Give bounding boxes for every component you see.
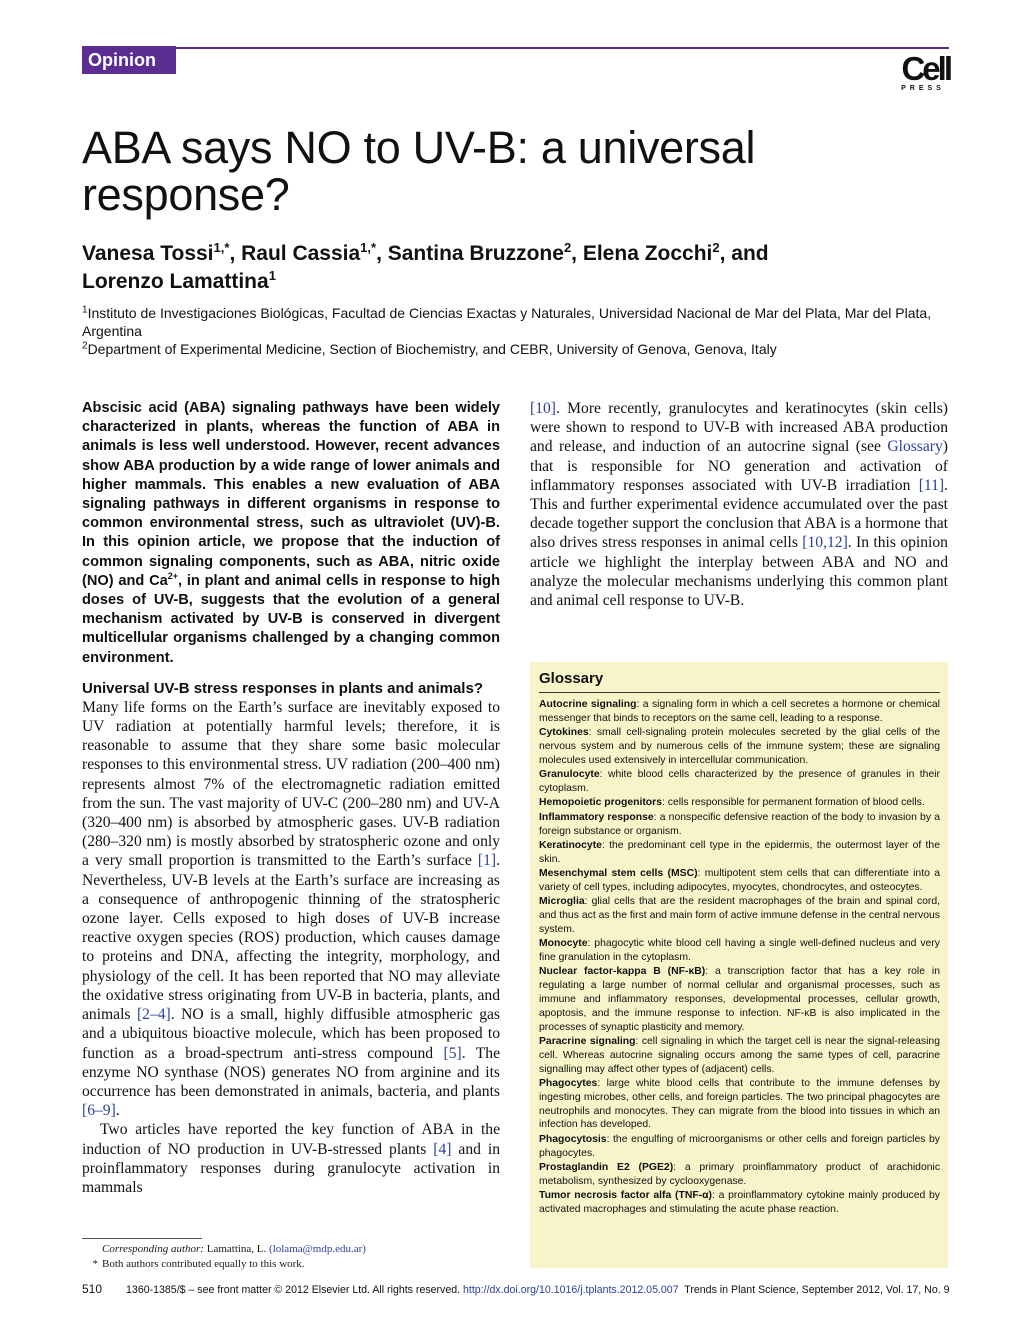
glossary-definition: : large white blood cells that contribute to the immune defenses by ingesting microbes, other cells, and foreign particles. The two principal phagocytes are neutrophils and monocytes. They can migrate from the blood into tissues in which an infection has developed. [539, 1078, 940, 1131]
glossary-term: Mesenchymal stem cells (MSC) [539, 868, 698, 880]
glossary-entry [539, 1133, 940, 1161]
reference-link[interactable]: [10] [530, 400, 556, 417]
author-name[interactable]: Santina Bruzzone [387, 242, 564, 265]
glossary-entry [539, 768, 940, 796]
author-affiliation-mark: 1 [268, 268, 276, 283]
glossary-entry [539, 1077, 940, 1132]
author-affiliation-mark: 1,* [213, 240, 230, 255]
glossary-definition: : a signaling form in which a cell secretes a hormone or chemical messenger that binds to receptors on the same cell, leading to a response. [539, 699, 940, 724]
glossary-term: Nuclear factor-kappa B (NF-κB) [539, 966, 706, 978]
corresponding-author-note [82, 1242, 500, 1257]
author-separator: , [376, 242, 388, 265]
glossary-term: Hemopoietic progenitors [539, 797, 662, 809]
glossary-definition: : cell signaling in which the target cell is near the signal-releasing cell. Whereas autocrine signaling occurs among the same types of cell, paracrine signalling may affect other types of (adjacent) cells. [539, 1036, 940, 1075]
glossary-term: Keratinocyte [539, 839, 602, 851]
author-name[interactable]: Lorenzo Lamattina [82, 270, 269, 293]
affiliation-list [82, 304, 952, 358]
affiliation-number: 2 [82, 340, 88, 352]
body-paragraph [82, 1120, 500, 1197]
reference-link[interactable]: [4] [433, 1140, 452, 1158]
reference-link[interactable]: [6–9] [82, 1102, 116, 1120]
reference-link[interactable]: [11] [918, 476, 945, 494]
section-label: Opinion [82, 46, 176, 74]
glossary-box [530, 662, 948, 1268]
affiliation [82, 340, 952, 358]
glossary-term: Cytokines [539, 727, 589, 739]
glossary-entry [539, 965, 940, 1034]
footnote-rule [82, 1238, 202, 1239]
author-affiliation-mark: 2 [563, 240, 572, 255]
affiliation-number: 1 [82, 304, 88, 316]
author-affiliation-mark: 1,* [360, 240, 377, 255]
body-text: . [115, 1102, 120, 1120]
glossary-definition: : small cell-signaling protein molecules secreted by the glial cells of the nervous system and by numerous cells of the immune system; these are signaling molecules used extensively in intercellular communication. [539, 727, 940, 766]
reference-link[interactable]: [1] [477, 852, 497, 870]
right-column [530, 399, 948, 610]
glossary-entry [539, 811, 940, 839]
glossary-term: Inflammatory response [539, 811, 654, 823]
corresponding-name: Lamattina, L. [203, 1243, 270, 1255]
abstract-text: , in plant and animal cells in response to high doses of UV-B, suggests that the evolution of a general mechanism activated by UV-B is conserved in divergent multicellular organisms challenged by a changing common environment. [82, 572, 500, 666]
body-text: ) that is responsible for NO generation and activation of inflammatory responses associated with UV-B irradiation [530, 438, 948, 494]
affiliation-text: Instituto de Investigaciones Biológicas, Facultad de Ciencias Exactas y Naturales, Universidad Nacional de Mar del Plata, Mar del Plata, Argentina [82, 305, 932, 339]
glossary-entry [539, 1161, 940, 1189]
issn-text: 1360-1385/$ – see front matter © 2012 Elsevier Ltd. All rights reserved. [126, 1284, 464, 1296]
body-paragraph-continued [530, 399, 948, 610]
author-separator: , [229, 242, 242, 265]
glossary-title: Glossary [539, 670, 604, 687]
glossary-entry [539, 698, 940, 726]
footnotes [82, 1242, 500, 1272]
glossary-term: Autocrine signaling [539, 699, 637, 710]
logo-text: Cell [901, 50, 950, 87]
glossary-term: Microglia [539, 896, 585, 908]
equal-contribution-note [82, 1257, 500, 1272]
glossary-term: Granulocyte [539, 769, 600, 781]
glossary-term: Tumor necrosis factor alfa (TNF-α) [539, 1190, 712, 1202]
author-separator: , and [719, 242, 769, 265]
glossary-definition: : phagocytic white blood cell having a single well-defined nucleus and very fine granulation in the cytoplasm. [539, 938, 940, 964]
author-separator: , [571, 242, 583, 265]
author-name[interactable]: Raul Cassia [241, 242, 361, 265]
corresponding-label: Corresponding author: [102, 1243, 204, 1255]
cell-press-logo [892, 50, 950, 94]
header-rule [176, 47, 949, 49]
glossary-entry [539, 726, 940, 767]
glossary-definition: : white blood cells characterized by the presence of granules in their cytoplasm. [539, 769, 940, 794]
glossary-definition: : the engulfing of microorganisms or other cells and foreign particles by phagocytes. [539, 1133, 940, 1159]
body-text: . In this opinion article we highlight the interplay between ABA and NO and analyze the molecular mechanisms underlying this common plant and animal cell response to UV-B. [530, 534, 948, 610]
glossary-link[interactable]: Glossary [887, 438, 943, 456]
glossary-entry [539, 1035, 940, 1076]
page-number: 510 [82, 1282, 103, 1296]
glossary-entry [539, 1189, 940, 1217]
body-text: . The enzyme NO synthase (NOS) generates NO from arginine and its occurrence has been demonstrated in animals, bacteria, and plants [82, 1044, 500, 1100]
body-text: and in proinflammatory responses during granulocyte activation in mammals [82, 1140, 500, 1196]
abstract [82, 399, 500, 668]
author-name[interactable]: Elena Zocchi [582, 242, 713, 265]
glossary-definition: : a proinflammatory cytokine mainly produced by activated macrophages and stimulating the acute phase reaction. [539, 1190, 941, 1215]
author-affiliation-mark: 2 [712, 240, 720, 255]
body-text: . This and further experimental evidence accumulated over the past decade together support the conclusion that ABA is a hormone that also drives stress responses in animal cells [530, 476, 948, 552]
body-text: . Nevertheless, UV-B levels at the Earth’s surface are increasing as a consequence of anthropogenic thinning of the stratospheric ozone layer. Cells exposed to high doses of UV-B increase reactive oxygen species (ROS) production, which causes damage to proteins and DNA, affecting the integrity, morphology, and physiology of the cell. It has been reported that NO may alleviate the oxidative stress originating from UV-B in bacteria, plants, and animals [82, 852, 500, 1024]
corresponding-email-link[interactable]: (lolama@mdp.edu.ar) [269, 1243, 366, 1255]
left-column [82, 399, 500, 1197]
glossary-definition: : a primary proinflammatory product of arachidonic metabolism, synthesized by cyclooxygenase. [539, 1162, 941, 1187]
glossary-definition: : a transcription factor that has a key role in regulating a large number of normal cellular and organismal processes, such as immune and inflammatory responses, developmental processes, cellular growth, apoptosis, and the immune response to infection. NF-κB is also implicated in the processes of synaptic plasticity and memory. [539, 966, 940, 1033]
section-heading: Universal UV-B stress responses in plants and animals? [82, 679, 483, 697]
glossary-entry [539, 895, 940, 936]
equal-contribution-text: Both authors contributed equally to this work. [102, 1258, 305, 1270]
reference-link[interactable]: [2–4] [136, 1006, 171, 1024]
glossary-definition: : the predominant cell type in the epidermis, the outermost layer of the skin. [539, 839, 940, 865]
body-paragraph [82, 698, 500, 1120]
glossary-definition: : cells responsible for permanent formation of blood cells. [661, 797, 925, 809]
affiliation [82, 304, 952, 340]
glossary-entry [539, 867, 940, 895]
body-text: . NO is a small, highly diffusible atmospheric gas and a ubiquitous bioactive molecule, which has been proposed to function as a broad-spectrum anti-stress compound [82, 1006, 500, 1062]
glossary-entries [539, 698, 940, 1217]
glossary-term: Prostaglandin E2 (PGE2) [539, 1162, 674, 1174]
glossary-entry [539, 937, 940, 965]
glossary-definition: : multipotent stem cells that can differentiate into a variety of cell types, including adipocytes, myocytes, chondrocytes, and osteocytes. [539, 868, 940, 893]
body-text: Two articles have reported the key function of ABA in the induction of NO production in UV-B-stressed plants [82, 1121, 500, 1158]
glossary-entry [539, 796, 940, 810]
glossary-definition: : a nonspecific defensive reaction of the body to invasion by a foreign substance or organism. [539, 811, 940, 837]
glossary-term: Phagocytosis [539, 1133, 607, 1145]
author-name[interactable]: Vanesa Tossi [82, 242, 214, 265]
doi-link[interactable]: http://dx.doi.org/10.1016/j.tplants.2012.05.007 [463, 1284, 679, 1296]
glossary-rule [539, 692, 940, 693]
article-title: ABA says NO to UV-B: a universal response? [82, 122, 756, 220]
glossary-term: Paracrine signaling [539, 1036, 636, 1048]
glossary-definition: : glial cells that are the resident macrophages of the brain and spinal cord, and thus act as the first and main form of active immune defense in the central nervous system. [539, 896, 940, 935]
author-list [82, 240, 952, 296]
affiliation-text: Department of Experimental Medicine, Section of Biochemistry, and CEBR, University of Genova, Genova, Italy [87, 341, 777, 357]
reference-link[interactable]: [5] [443, 1044, 462, 1062]
logo-subtext: PRESS [901, 85, 945, 92]
body-text: Many life forms on the Earth’s surface are inevitably exposed to UV radiation at potentially harmful levels; therefore, it is reasonable to assume that they share some basic molecular responses to this environmental stress. UV radiation (200–400 nm) represents almost 7% of the electromagnetic radiation emitted from the sun. The vast majority of UV-C (200–280 nm) and UV-A (320–400 nm) is absorbed by atmospheric gases. UV-B radiation (280–320 nm) is mostly absorbed by stratospheric ozone and only a very small proportion is transmitted to the Earth’s surface [82, 698, 500, 870]
glossary-term: Phagocytes [539, 1078, 598, 1090]
abstract-text: Abscisic acid (ABA) signaling pathways have been widely characterized in plants, whereas the function of ABA in animals is less well understood. However, recent advances show ABA production by a wide range of lower animals and higher mammals. This enables a new evaluation of ABA signaling pathways in different organisms in response to common environmental stress, such as ultraviolet (UV)-B. In this opinion article, we propose that the induction of common signaling components, such as ABA, nitric oxide (NO) and Ca [82, 400, 500, 589]
footnote-marker: * [92, 1258, 98, 1270]
reference-link[interactable]: [10,12] [802, 534, 848, 552]
abstract-superscript: 2+ [167, 570, 179, 581]
body-text: . More recently, granulocytes and keratinocytes (skin cells) were shown to respond to UV-B with increased ABA production and release, and induction of an autocrine signal (see [530, 400, 948, 456]
page-footer [82, 1282, 952, 1297]
glossary-entry [539, 839, 940, 867]
journal-citation: Trends in Plant Science, September 2012, Vol. 17, No. 9 [678, 1284, 950, 1296]
glossary-term: Monocyte [539, 938, 588, 950]
